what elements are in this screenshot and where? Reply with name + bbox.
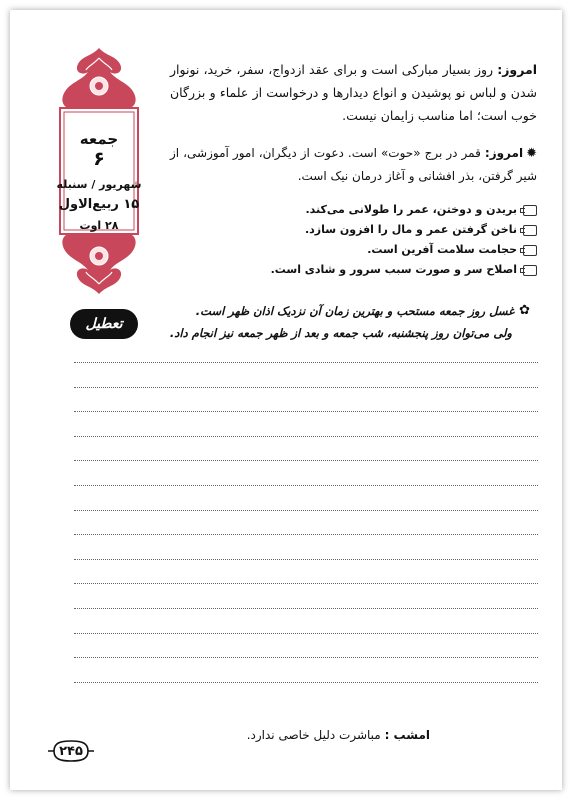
- hijri-date: ۱۵ ربیع‌الاول: [58, 197, 140, 212]
- flower-icon: ✿: [519, 303, 530, 318]
- day-name: جمعه: [79, 130, 119, 148]
- note-line[interactable]: [74, 510, 538, 511]
- note-line[interactable]: [74, 460, 538, 461]
- note-line[interactable]: [74, 657, 538, 658]
- note-line[interactable]: [74, 682, 538, 683]
- note-line[interactable]: [74, 485, 538, 486]
- today-paragraph: [170, 58, 537, 127]
- day-number: ۶: [93, 148, 105, 170]
- ghosl-line: [160, 300, 530, 322]
- note-line[interactable]: [74, 411, 538, 412]
- ornament-frame-icon: [52, 46, 146, 296]
- gregorian-date: ۲۸ اوت: [79, 219, 119, 232]
- list-item: [265, 240, 537, 260]
- note-line[interactable]: [74, 387, 538, 388]
- ghosl-text: ولی می‌توان روز پنجشنبه، شب جمعه و بعد از ظهر جمعه نیز انجام داد.: [169, 326, 512, 340]
- note-line[interactable]: [74, 633, 538, 634]
- list-item-text: حجامت سلامت آفرین است.: [367, 243, 517, 256]
- list-item: [265, 200, 537, 220]
- page-number-text: ۲۴۵: [59, 743, 83, 759]
- list-item: [265, 260, 537, 280]
- pointing-hand-icon: [523, 205, 537, 216]
- note-line[interactable]: [74, 583, 538, 584]
- moon-paragraph: [170, 142, 537, 188]
- ghosl-line: [160, 322, 530, 344]
- list-item-text: اصلاح سر و صورت سبب سرور و شادی است.: [270, 263, 517, 276]
- moon-text: قمر در برج «حوت» است. دعوت از دیگران، امور آموزشی، از شیر گرفتن، بذر افشانی و آغاز درمان نیک است.: [170, 146, 537, 183]
- note-line[interactable]: [74, 559, 538, 560]
- list-item-text: بریدن و دوختن، عمر را طولانی می‌کند.: [305, 203, 517, 216]
- pointing-hand-icon: [523, 245, 537, 256]
- document-page: [10, 10, 562, 790]
- note-line[interactable]: [74, 436, 538, 437]
- tonight-text: مباشرت دلیل خاصی ندارد.: [246, 728, 381, 742]
- page-number: [46, 739, 96, 763]
- ghosl-note: [160, 300, 530, 344]
- pointing-hand-icon: [523, 225, 537, 236]
- note-line[interactable]: [74, 534, 538, 535]
- holiday-badge: تعطیل: [70, 309, 138, 339]
- today-label: امروز:: [497, 62, 537, 77]
- advice-list: [265, 200, 537, 280]
- note-line[interactable]: [74, 608, 538, 609]
- calendar-badge: [52, 46, 146, 296]
- list-item-text: ناخن گرفتن عمر و مال را افزون سازد.: [304, 223, 517, 236]
- today-text: روز بسیار مبارکی است و برای عقد ازدواج، سفر، خرید، نونوار شدن و لباس نو پوشیدن و انواع دیدارها و درخواست از علماء و بزرگان خوب است؛ اما مناسب زایمان نیست.: [170, 62, 537, 123]
- note-line[interactable]: [74, 362, 538, 363]
- moon-label: امروز:: [484, 146, 524, 160]
- list-item: [265, 220, 537, 240]
- notes-lines[interactable]: [74, 362, 538, 706]
- sun-icon: ✹: [526, 146, 537, 161]
- solar-month: شهریور / سنبله: [56, 178, 142, 191]
- ghosl-text: غسل روز جمعه مستحب و بهترین زمان آن نزدیک اذان ظهر است.: [195, 304, 515, 318]
- tonight-note: [200, 728, 430, 742]
- tonight-label: امشب :: [384, 728, 430, 742]
- pointing-hand-icon: [523, 265, 537, 276]
